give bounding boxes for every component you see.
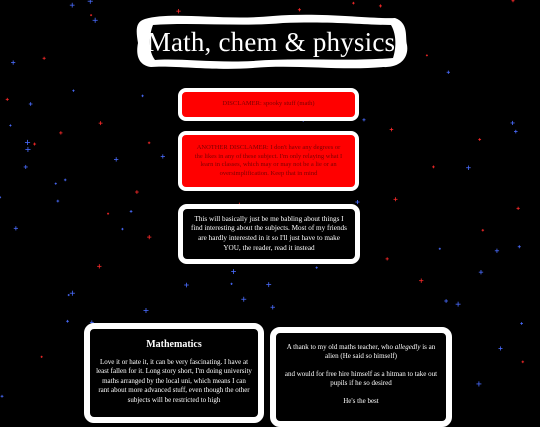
star-sparkle	[386, 257, 389, 260]
teacher-line-1	[284, 343, 438, 362]
star-sparkle	[522, 361, 525, 364]
star-sparkle	[97, 264, 101, 268]
star-sparkle	[148, 142, 151, 145]
mathematics-heading: Mathematics	[146, 339, 202, 350]
star-sparkle	[379, 4, 382, 7]
star-sparkle	[466, 165, 471, 170]
intro-text: This will basically just be me babling about things I find interesting about the subjects. Most of my friends are hardly interested in it so I'll just have to make YOU, the reader, read it instead	[191, 214, 347, 252]
star-sparkle	[517, 207, 520, 210]
star-sparkle	[11, 60, 15, 64]
star-sparkle	[14, 226, 18, 230]
star-sparkle	[362, 118, 365, 121]
mathematics-body: Love it or hate it, it can be very fascinating. I have at least fallen for it. Long story short, I'm doing university maths arranged by the local uni, which means I can rant about more advanced stuff, even though the other subjects will be restricted to high	[96, 358, 252, 404]
star-sparkle	[514, 130, 518, 134]
star-sparkle	[99, 121, 103, 125]
star-sparkle	[432, 166, 435, 169]
star-sparkle	[70, 3, 75, 8]
star-sparkle	[25, 140, 30, 145]
star-sparkle	[66, 320, 69, 323]
intro-box	[178, 204, 360, 264]
star-sparkle	[456, 302, 461, 307]
star-sparkle	[135, 190, 139, 194]
star-sparkle	[147, 235, 151, 239]
star-sparkle	[352, 2, 355, 5]
star-sparkle	[0, 196, 1, 198]
star-sparkle	[55, 183, 57, 185]
star-sparkle	[476, 381, 481, 386]
star-sparkle	[121, 228, 123, 230]
star-sparkle	[107, 213, 109, 215]
teacher-card	[270, 327, 452, 427]
disclaimer-box-1	[178, 88, 359, 121]
star-sparkle	[316, 267, 318, 269]
star-sparkle	[231, 269, 236, 274]
star-sparkle	[41, 356, 43, 358]
teacher-line-1-emphasis: allegedly	[394, 343, 421, 351]
star-sparkle	[43, 57, 46, 60]
teacher-line-1-post: is an alien (He said so himself)	[325, 343, 436, 361]
star-sparkle	[68, 294, 70, 296]
star-sparkle	[479, 270, 483, 274]
page-title: Math, chem & physics	[146, 26, 396, 57]
star-sparkle	[498, 346, 502, 350]
teacher-line-1-pre: A thank to my old maths teacher, who	[286, 343, 395, 351]
star-sparkle	[56, 200, 59, 203]
star-sparkle	[518, 245, 521, 248]
star-sparkle	[266, 282, 271, 287]
star-sparkle	[70, 291, 75, 296]
star-sparkle	[1, 395, 4, 398]
teacher-line-2: and would for free hire himself as a hitman to take out pupils if he so desired	[284, 369, 438, 388]
star-sparkle	[419, 279, 423, 283]
star-sparkle	[143, 308, 148, 313]
teacher-line-3: He's the best	[343, 396, 379, 405]
star-sparkle	[390, 128, 394, 132]
star-sparkle	[270, 305, 274, 309]
star-sparkle	[90, 14, 92, 16]
star-sparkle	[64, 179, 67, 182]
disclaimer-text-1: DISCLAMER: spooky stuff (math)	[222, 100, 315, 108]
star-sparkle	[114, 157, 118, 161]
star-sparkle	[355, 200, 359, 204]
star-sparkle	[161, 154, 165, 158]
mathematics-card	[84, 323, 264, 423]
star-sparkle	[482, 229, 485, 232]
star-sparkle	[59, 131, 62, 134]
star-sparkle	[394, 197, 398, 201]
star-sparkle	[241, 297, 246, 302]
star-sparkle	[426, 54, 428, 56]
star-sparkle	[520, 322, 523, 325]
star-sparkle	[447, 71, 450, 74]
star-sparkle	[88, 0, 93, 4]
star-sparkle	[511, 121, 515, 125]
disclaimer-box-2	[178, 131, 359, 191]
star-sparkle	[72, 90, 74, 92]
star-sparkle	[29, 102, 33, 106]
star-sparkle	[478, 138, 481, 141]
star-sparkle	[24, 165, 28, 169]
star-sparkle	[511, 0, 514, 2]
star-sparkle	[6, 98, 9, 101]
star-sparkle	[495, 249, 499, 253]
star-sparkle	[93, 18, 98, 23]
star-sparkle	[9, 124, 11, 126]
star-sparkle	[439, 248, 441, 250]
disclaimer-text-2: ANOTHER DISCLAMER: I don't have any degrees or the likes in any of these subject. I'm only relaying what I learn in classes, which may or may not be a lie or an oversimplification. Keep that in mind	[194, 144, 343, 177]
star-sparkle	[25, 147, 30, 152]
star-sparkle	[444, 299, 448, 303]
star-sparkle	[184, 283, 189, 288]
star-sparkle	[33, 143, 36, 146]
title-banner	[133, 13, 409, 71]
star-sparkle	[130, 210, 133, 213]
star-sparkle	[141, 95, 143, 97]
star-sparkle	[298, 8, 301, 11]
star-sparkle	[230, 283, 232, 285]
